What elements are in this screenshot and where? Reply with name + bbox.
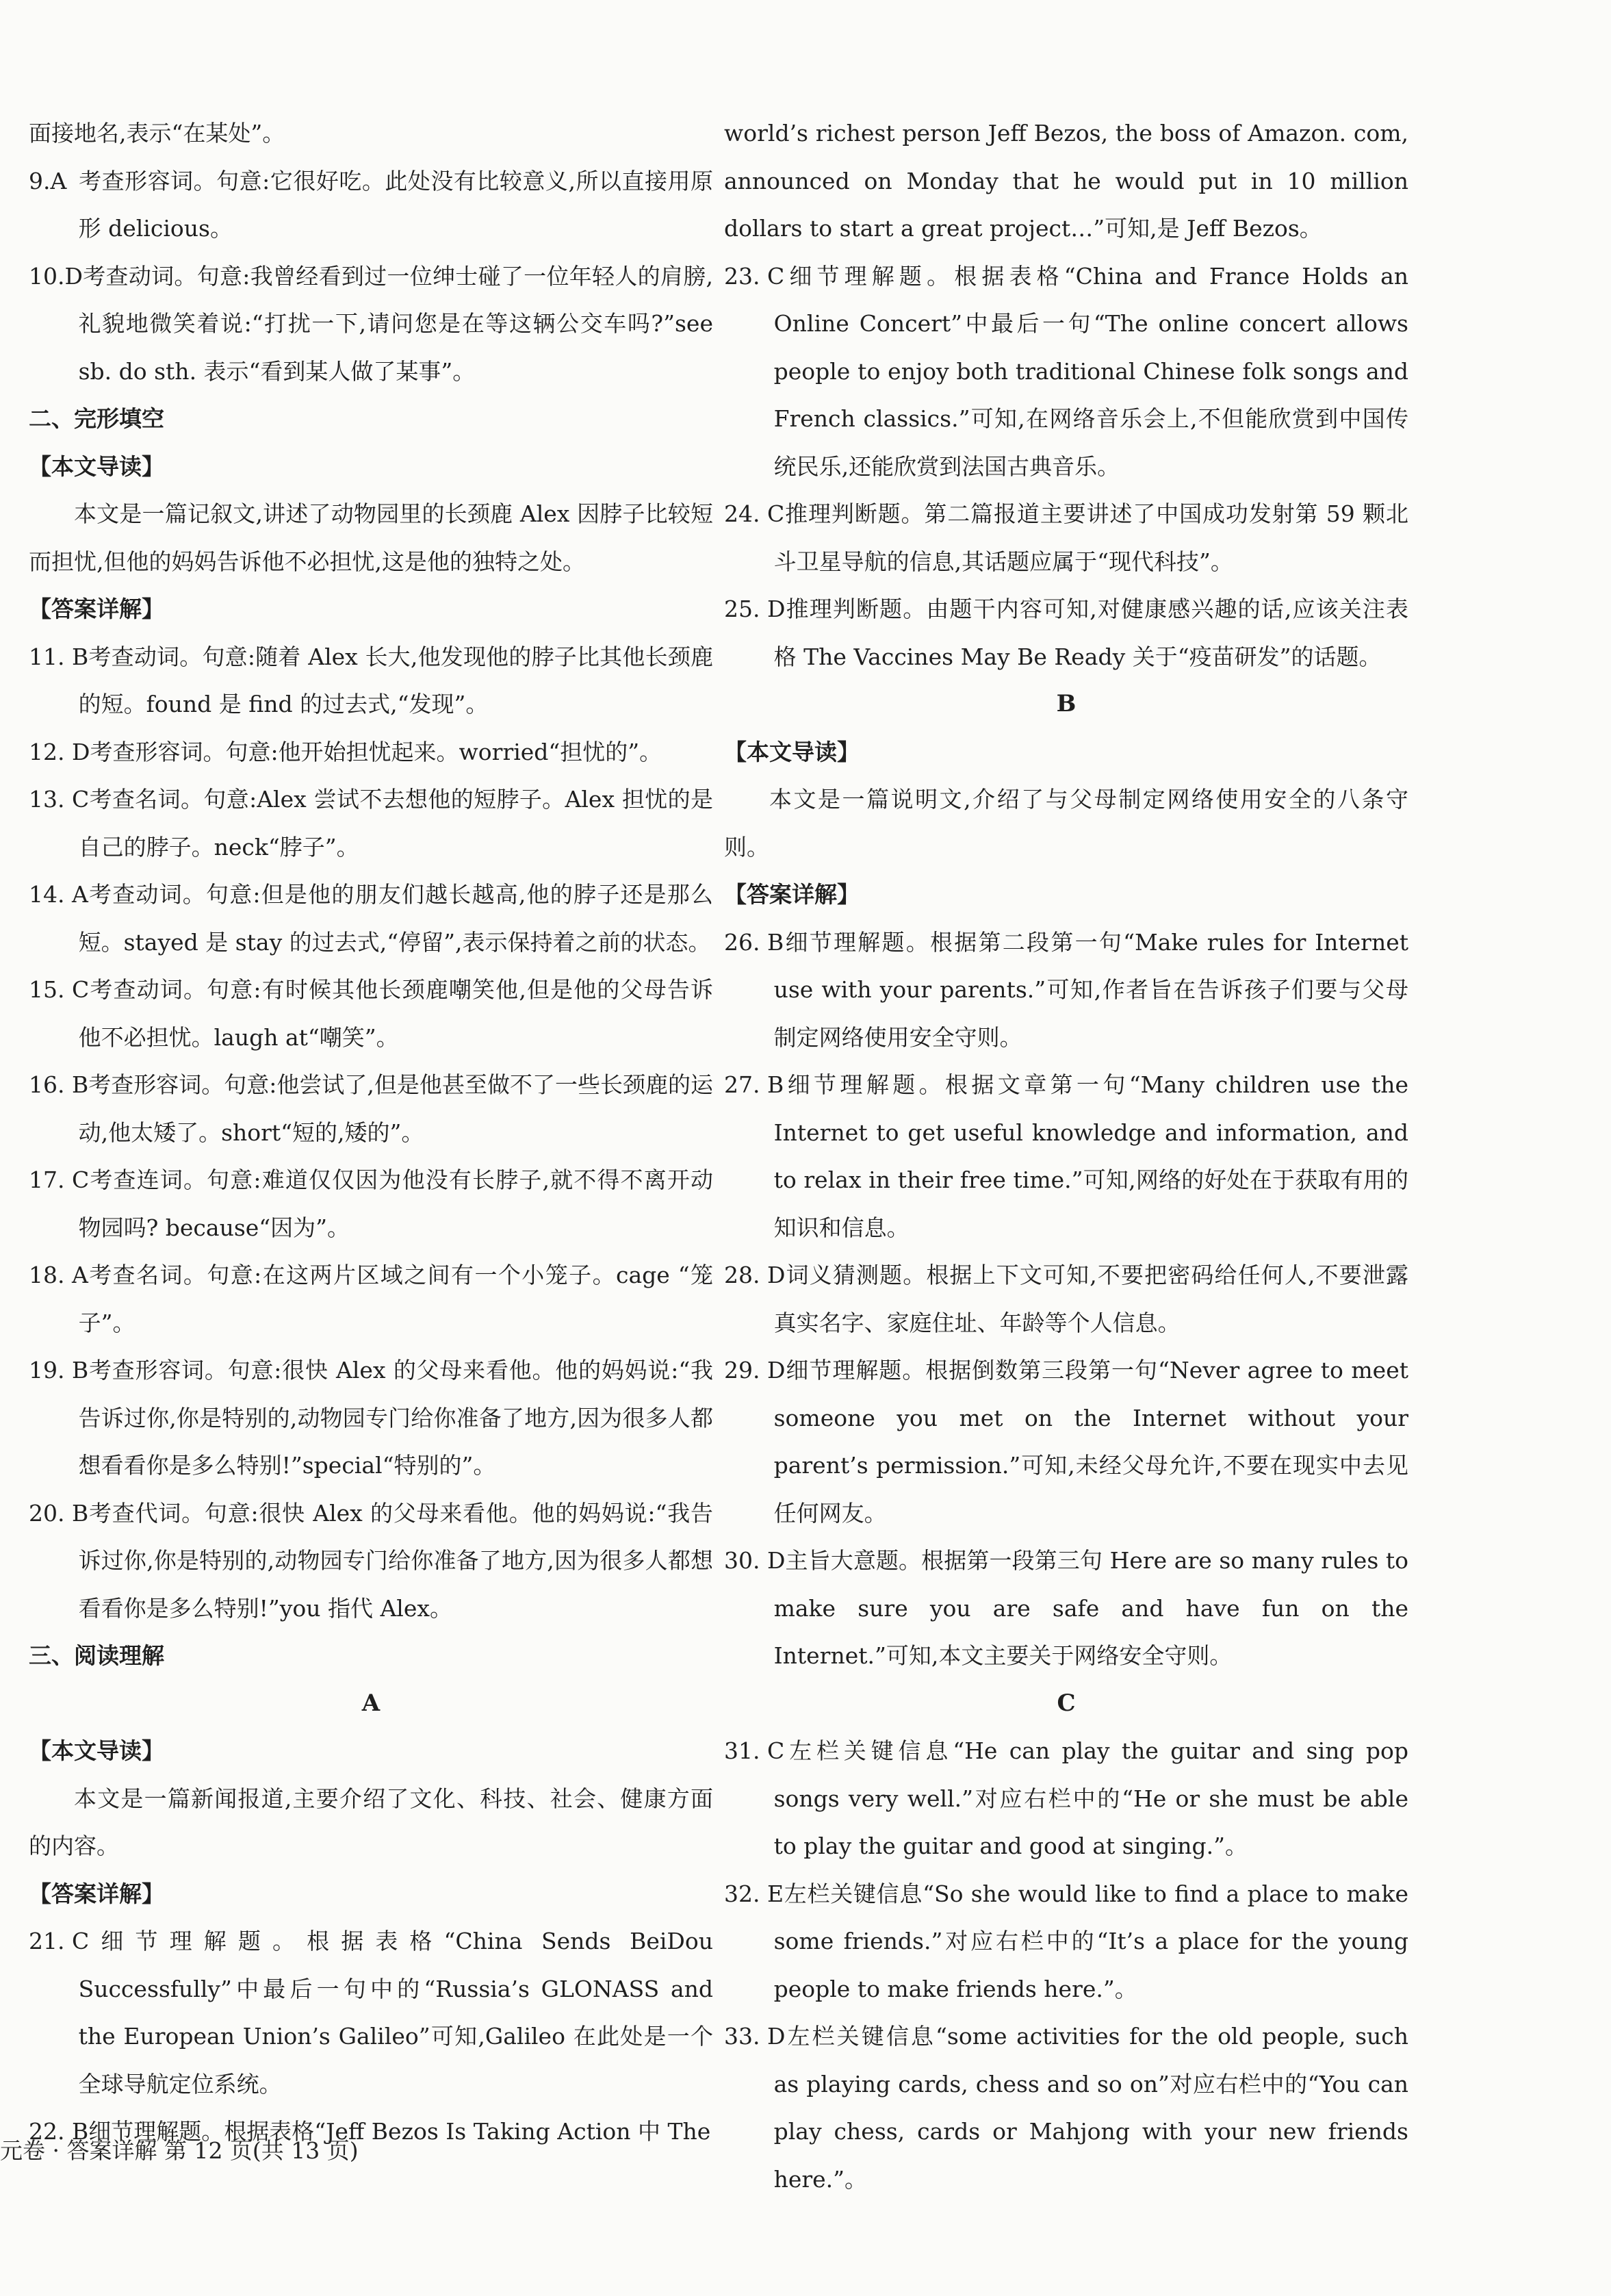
answer-text: 左栏关键信息“some activities for the old people, such as playing cards, chess and so on”对应右栏中的“You can play chess, cards or Mahjong with your new friends here.”。 [773,2023,1408,2193]
answer-text: 考查名词。句意:在这两片区域之间有一个小笼子。cage “笼子”。 [78,1262,713,1336]
answer-text: 推理判断题。由题干内容可知,对健康感兴趣的话,应该关注表格 The Vaccines May Be Ready 关于“疫苗研发”的话题。 [773,596,1408,670]
answer-number: 28. D [724,1262,786,1288]
subsection-tag: 【本文导读】 [724,738,860,765]
answer-number: 24. C [724,500,785,527]
answer-number: 14. A [29,881,88,908]
answer-text: 主旨大意题。根据第一段第三句 Here are so many rules to make sure you are safe and have fun on the Internet.”可知,本文主要关于网络安全守则。 [773,1547,1408,1669]
answer-text: 细节理解题。根据文章第一句“Many children use the Internet to get useful knowledge and information, and to relax in their free time.”可知,网络的好处在于获取有用的知识和信息。 [773,1071,1408,1241]
subsection-tag: 【答案详解】 [29,596,164,622]
answer-number: 12. D [29,738,90,765]
answer-text: 细节理解题。根据表格“Jeff Bezos Is Taking Action 中 The [88,2118,711,2145]
answer-number: 13. C [29,786,90,813]
answer-item [724,2013,1408,2203]
answer-number: 25. D [724,596,786,622]
answer-number: 32. E [724,1880,784,1907]
answer-text: 细节理解题。根据第二段第一句“Make rules for Internet use with your parents.”可知,作者旨在告诉孩子们要与父母制定网络使用安全守则。 [773,928,1408,1051]
answer-number: 23. C [724,262,785,290]
answer-text: 细节理解题。根据倒数第三段第一句“Never agree to meet someone you met on the Internet without your parent’s permission.”可知,未经父母允许,不要在现实中去见任何网友。 [773,1357,1408,1527]
answer-item [29,966,713,1061]
answer-item [29,776,713,871]
answer-item [29,253,713,396]
answer-text: 词义猜测题。根据上下文可知,不要把密码给任何人,不要泄露真实名字、家庭住址、年龄等个人信息。 [773,1262,1408,1336]
right-column [724,110,1408,2203]
intro-paragraph: 本文是一篇说明文,介绍了与父母制定网络使用安全的八条守则。 [724,786,1408,860]
answer-text: 左栏关键信息“So she would like to find a place to make some friends.”对应右栏中的“It’s a place for the young people to make friends here.”。 [773,1880,1408,2002]
answer-item [724,1537,1408,1680]
subsection-tag: 【答案详解】 [29,1880,164,1907]
answer-item [724,1347,1408,1537]
answer-text: 考查动词。句意:有时候其他长颈鹿嘲笑他,但是他的父母告诉他不必担忧。laugh at“嘲笑”。 [78,976,713,1051]
answer-number: 29. D [724,1357,786,1383]
answer-text: 考查形容词。句意:它很好吃。此处没有比较意义,所以直接用原形 delicious。 [78,167,713,242]
answer-item [724,919,1408,1062]
answer-text: 考查形容词。句意:很快 Alex 的父母来看他。他的妈妈说:“我告诉过你,你是特别的,动物园专门给你准备了地方,因为很多人都想看看你是多么特别!”special“特别的”。 [78,1357,713,1479]
answer-number: 22. B [29,2118,89,2145]
answer-item [724,1870,1408,2013]
answer-item [724,585,1408,680]
answer-number: 21. C [29,1928,90,1954]
page-footer: 元卷 · 答案详解 第 12 页(共 13 页) [0,2137,359,2164]
answer-number: 18. A [29,1262,88,1288]
answer-number: 9.A [29,167,67,194]
answer-number: 19. B [29,1357,89,1383]
answer-number: 15. C [29,976,90,1003]
answer-text: 考查代词。句意:很快 Alex 的父母来看他。他的妈妈说:“我告诉过你,你是特别的,动物园专门给你准备了地方,因为很多人都想看看你是多么特别!”you 指代 Alex。 [78,1499,713,1622]
answer-number: 17. C [29,1166,90,1193]
answer-text: 考查动词。句意:随着 Alex 长大,他发现他的脖子比其他长颈鹿的短。found 是 find 的过去式,“发现”。 [78,643,713,717]
answer-item [29,1156,713,1251]
left-column [29,110,713,2156]
answer-item [29,1251,713,1347]
answer-number: 20. B [29,1499,89,1527]
answer-text: 推理判断题。第二篇报道主要讲述了中国成功发射第 59 颗北斗卫星导航的信息,其话题应属于“现代科技”。 [773,500,1408,575]
answer-text: 考查形容词。句意:他开始担忧起来。worried“担忧的”。 [90,738,662,765]
passage-letter: A [361,1689,381,1717]
answer-item [724,490,1408,585]
answer-number: 31. C [724,1737,785,1764]
answer-item [29,1917,713,2108]
answer-item [724,1061,1408,1251]
answer-text: 考查动词。句意:我曾经看到过一位绅士碰了一位年轻人的肩膀,礼貌地微笑着说:“打扰一下,请问您是在等这辆公交车吗?”see sb. do sth. 表示“看到某人做了某事”。 [78,262,713,385]
intro-paragraph: 本文是一篇新闻报道,主要介绍了文化、科技、社会、健康方面的内容。 [29,1785,713,1859]
answer-item [29,157,713,253]
answer-number: 26. B [724,928,784,956]
answer-item [724,253,1408,491]
intro-paragraph: 本文是一篇记叙文,讲述了动物园里的长颈鹿 Alex 因脖子比较短而担忧,但他的妈妈告诉他不必担忧,这是他的独特之处。 [29,500,713,575]
paragraph: 面接地名,表示“在某处”。 [29,120,285,146]
answer-number: 30. D [724,1547,786,1574]
answer-text: 左栏关键信息“He can play the guitar and sing pop songs very well.”对应右栏中的“He or she must be able to play the guitar and good at singing.”。 [773,1737,1408,1859]
answer-text: 细节理解题。根据表格“China and France Holds an Online Concert”中最后一句“The online concert allows people to enjoy both traditional Chinese folk songs and French classics.”可知,在网络音乐会上,不但能欣赏到中国传统民乐,还能欣赏到法国古典音乐。 [773,262,1408,480]
answer-text: 考查动词。句意:但是他的朋友们越长越高,他的脖子还是那么短。stayed 是 stay 的过去式,“停留”,表示保持着之前的状态。 [78,881,713,956]
answer-number: 27. B [724,1071,784,1098]
passage-letter: B [1056,690,1077,717]
section-heading: 二、完形填空 [29,405,164,432]
answer-text: 细节理解题。根据表格“China Sends BeiDou Successfully”中最后一句中的“Russia’s GLONASS and the European Union’s Galileo”可知,Galileo 在此处是一个全球导航定位系统。 [78,1928,713,2097]
continued-text: world’s richest person Jeff Bezos, the boss of Amazon. com, announced on Monday that he would put in 10 million dollars to start a great project…”可知,是 Jeff Bezos。 [724,120,1408,242]
answer-text: 考查形容词。句意:他尝试了,但是他甚至做不了一些长颈鹿的运动,他太矮了。short“短的,矮的”。 [78,1071,713,1146]
answer-number: 33. D [724,2023,786,2050]
answer-item [29,1347,713,1490]
answer-item [29,871,713,966]
answer-item [29,1490,713,1633]
answer-item [724,1727,1408,1870]
answer-item [29,1061,713,1156]
answer-number: 16. B [29,1071,89,1098]
answer-item [29,728,713,776]
answer-text: 考查连词。句意:难道仅仅因为他没有长脖子,就不得不离开动物园吗? because“因为”。 [78,1166,713,1241]
answer-number: 11. B [29,643,89,670]
answer-text: 考查名词。句意:Alex 尝试不去想他的短脖子。Alex 担忧的是自己的脖子。neck“脖子”。 [78,786,713,860]
answer-item [724,1251,1408,1347]
passage-letter: C [1057,1689,1076,1717]
answer-number: 10.D [29,262,83,290]
subsection-tag: 【本文导读】 [29,1737,164,1764]
subsection-tag: 【本文导读】 [29,452,164,480]
section-heading: 三、阅读理解 [29,1642,164,1669]
subsection-tag: 【答案详解】 [724,881,860,908]
answer-item [29,633,713,728]
